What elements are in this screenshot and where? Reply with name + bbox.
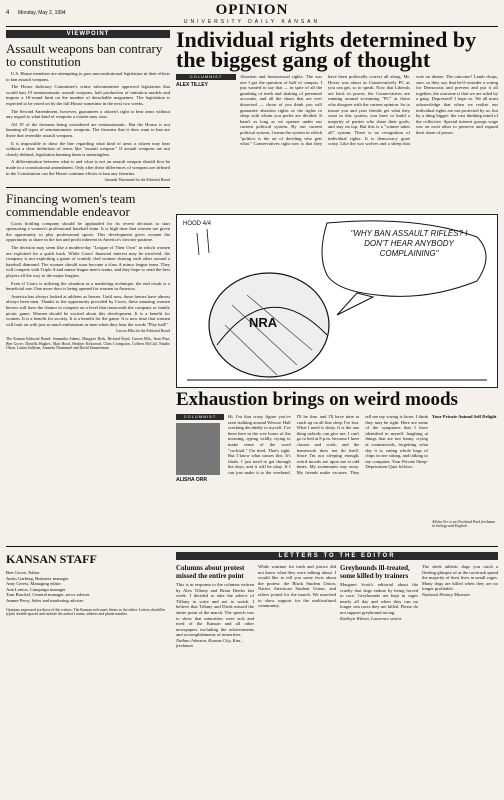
column-2-tag-wrap: [176, 414, 224, 483]
column-2-signature: Alisha Orr is an Overland Park freshman in biology and English.: [432, 519, 496, 529]
editorial-2-signature: Carson Ellis for the Editorial Board: [115, 329, 170, 334]
author-photo: [176, 423, 220, 475]
columnist-tag: COLUMNIST: [176, 74, 236, 80]
paragraph: It is impossible to draw the line regarding what kind of arms a citizen may bear without a clear definition of terms like "assault weapon." If assault weapons are not clearly defined, legislation banning them is meaningless.: [6, 140, 170, 157]
letter-4-signature: National History Museum: [422, 591, 470, 597]
letter-1: [176, 564, 254, 794]
cartoon-label: NRA: [249, 315, 278, 330]
staff-list: [6, 570, 170, 604]
staff-box: [6, 552, 170, 794]
column-1-body: Abortion and homosexual rights. The war one I got the question of half of campus. I just wanted to say that — in spite of all the gnashing of teeth and shaking of perennial accounts, and all the chaos that are ever dissected — chose of you think you will guarantee abortion rights or the rights to sleep with whom you prefer are divided. It hasn't as long as we operate under our current political system. By our current political system, I mean the system in which "politics is the art of deciding who gets what." Conservatives right now is that they have been politically correct all along. Mr. Hover was about as Conservatively PC as you can get, so to speak. Now that Liberals are back in power, the Conservatives are running around screaming "PC" at those who disagree with the current opinion. So to insure you and your friends get what they want in this system, you have to build a majority of parties who share their goals, and stay on top. But this is a "winner takes all" system. There is no recognition of individual rights. It is democracy gone crazy. Like the two wolves and a sheep that vote on dinner. The outcome? Lamb chops, sure, so they say, that he'd consider a voting for Democrats and prevent and put it all together, the outcome is that we are ruled by a gang. Depressed? I hope so. We all must acknowledge that when we realize our individual rights are not protected by us, but by a thing bigger: the vast thinking mind of the collective. Special interest groups wage war on each other to preserve and expand their share of power.: [240, 74, 498, 147]
editorial-2-body: [6, 221, 170, 351]
paragraph: The House Judiciary Committee's crime subcommittee approved legislation that would ban 19 semiautomatic assault weapons, halt production of imitation models and impose a 10-round limit on the number of detachable magazines. The legislation is expected to be voted on by the full House sometime in the next two weeks.: [6, 84, 170, 106]
editorial-board-list: The Kansan Editorial Board: Samantha Adams, Margaret Beck, Richard Boyd, Carson Ellis, Sean Pina, Ben Grove, Donella Hughes, Matt Hood, Heather Kirkwood, Chris Livingston, Colleen McCall, Natalie Olson, Latina Sullivan, Amanda Thuemmel and David Zimmerman: [6, 336, 170, 351]
section-rule: [6, 546, 498, 547]
letter-4: [422, 564, 498, 794]
paragraph: Coors bottling company should be applauded for its recent decision to start sponsoring a women's professional baseball team. It is high time that women are given the opportunity to play professional sports. This development gives women the opportunity to share in the fun and profit inherent in America's favorite pastime.: [6, 220, 170, 243]
staff-title: KANSAN STAFF: [6, 552, 97, 566]
letter-3-signature: Kathryn Wilson, Lawrence senior: [340, 615, 402, 621]
letter-1-signature: Nathan Johnson, Kansas City, Kan., freshman: [176, 637, 243, 648]
letter-2-body: While wartime for truth and justice did not know what they were talking about. I would like to tell you some facts about the protest: the Black Student Union, Native American Student Union, and others joined for the march. We marched to show support for the multicultural community.: [258, 564, 336, 609]
viewpoint-label: VIEWPOINT: [6, 30, 170, 38]
staff-footer: Opinions expressed are those of the writers. The Kansan welcomes letters to the editor. Letters should be typed, double-spaced and include the author's name, address and phone number.: [6, 607, 166, 617]
quiz-box: [432, 414, 498, 542]
column-1-header: [176, 27, 498, 72]
letter-1-title: Columns about protest missed the entire point: [176, 564, 245, 580]
paragraph: U.S. House members are attempting to pass unconstitutional legislation in their efforts to ban assault weapons.: [6, 71, 170, 82]
letter-3: [340, 564, 418, 794]
column-2-body: Hi. I'm that crazy figure you've seen stalking around Wescoe Hall cracking decidedly to myself. I've been here in the wee hours of the morning, typing wildly, trying to make sense of the word "cocktail." I'm tired. That's right. But I know what causes this. It's finals. I just need to get through the days, and it will be okay. If I can just make it to the weekend, I'll be fine, and I'll have time to catch up on all that sleep I've lost. What I need is sleep. It is the one thing nobody can give me. I can't go to bed at 8 p.m. because I have classes and work, and the homework does not do itself. Since I'm not sleeping enough, weird moods are upon me at odd times. My roommates stay away. My friends make excuses. They tell me my wiring is loose. I think they may be right. Here are some of the symptoms that I have identified in myself: laughing at things that are not funny, crying at commercials, forgetting what day it is, eating whole bags of chips in one sitting, and talking to my computer. Your Private Sleep-Deprivation Quiz follows.: [228, 414, 428, 475]
column-1-author: ALEX TILLEY: [176, 82, 208, 88]
cartoon-signature: HOOD 4/4: [183, 221, 212, 227]
letters-bar: LETTERS TO THE EDITOR: [176, 552, 498, 560]
column-1-headline: Individual rights determined by the biggest gang of thought: [176, 27, 477, 72]
staff-row: Ben Grove, Editor: [6, 570, 40, 575]
column-1-tag-wrap: [176, 74, 236, 88]
page-date: Monday, May 2, 1994: [18, 10, 66, 16]
page-number: 4: [6, 10, 10, 16]
paragraph: The decision may seem like a modern-day "League of Their Own" in which women are exploited for a quick buck. While Coors' financial interest may be involved, the company is not exploiting a game of scantily clad women chasing each other around a baseball diamond. The women should soon become a class A minor league team. They will compete with Triple A and minor league men's teams, and they hope to send the best players all the way to the major leagues.: [6, 245, 170, 279]
staff-row: Amy Ceresi, Managing editor: [6, 581, 61, 587]
paragraph: A differentiation between what is and what is not an assault weapon should first be made in a constitutional amendment. Only after these differences of weapons are defined in the Constitution can the House continue efforts to ban any firearms.: [6, 159, 170, 176]
column-2-author: ALISHA ORR: [176, 477, 207, 483]
columnist-tag: COLUMNIST: [176, 414, 224, 420]
editorial-1-body: [6, 71, 170, 183]
paragraph: America has always looked at athletes as heroes. Until now, those heroes have almost always been men. Thanks to the opportunity provided by Coors, these amazing women heroes will have the chance to compete on a level that transcends the company or family picnic game. Women should be excited about this development. It is a benefit for women. It is a benefit for society. It is a benefit for the game. It is now time that women will look on with just as much enthusiasm as men when they hear the words "Play ball!": [6, 293, 170, 327]
staff-row: Jeanne Perry, Sales and marketing adviser: [6, 597, 84, 603]
staff-row: Justin Garberg, Business manager: [6, 575, 69, 581]
letter-4-body: The sleek athletic dogs you catch a fleeting glimpse of at the racetrack spend the majority of their lives in small cages. Many dogs are killed when they are no longer profitable.: [422, 564, 498, 592]
paragraph: Even if Coors is utilizing the situation as a marketing technique, the end result is a beneficial one. One more door is being opened for women in America.: [6, 280, 170, 292]
quiz-title: Your Private Animal Self Delight: [432, 414, 497, 419]
section-title: OPINION: [215, 2, 289, 18]
letter-3-body: Margaret Scott's editorial about the cruelty that dogs endure by being forced to race. Greyhounds are kept in cages nearly all day and when they can no longer win races they are killed. Please do not support greyhound racing.: [340, 582, 418, 615]
editorial-1-signature: Amanda Thuemmel for the Editorial Board: [104, 178, 170, 183]
column-2-headline: Exhaustion brings on weird moods: [176, 389, 458, 410]
letter-3-title: Greyhounds ill-treated, some killed by trainers: [340, 564, 410, 580]
column-2-header: [176, 390, 498, 410]
staff-row: Ann Lemos, Campaign manager: [6, 586, 66, 592]
paper-name: UNIVERSITY DAILY KANSAN: [183, 19, 321, 25]
cartoon-speech: "WHY BAN ASSAULT RIFLES? I DON'T HEAR ANYBODY COMPLAINING": [350, 229, 468, 258]
letter-1-body: This is in response to the columns written by Alex Tiffany and Brian Dierks last week. I decided to take the advice of Tiffany to write and not to watch. I believe that Tiffany and Dierk missed the entire point of the march. The speech was to show that minorities were sick and tired of the Kansan and all other newspapers excluding the achievements and accomplishments of minorities.: [176, 582, 254, 638]
editorial-cartoon: [176, 214, 498, 388]
letters-section: [176, 552, 498, 560]
editorial-2-title: Financing women's team commendable endeavor: [6, 190, 136, 219]
editorial-1-title: Assault weapons ban contrary to constitution: [6, 41, 163, 69]
page-header: [6, 2, 498, 24]
viewpoint-column: [6, 30, 170, 550]
divider: [6, 187, 170, 188]
staff-row: Tom Bruckel, General manager, news adviser: [6, 592, 90, 598]
paragraph: The Second Amendment, however, guarantees a citizen's right to bear arms without any regard to what kind of weapons a citizen may own.: [6, 108, 170, 120]
paragraph: All 19 of the firearms being considered are semiautomatic. But the House is not banning all types of semiautomatic weapons. The firearms that it does want to ban are those that resemble assault weapons.: [6, 121, 170, 138]
